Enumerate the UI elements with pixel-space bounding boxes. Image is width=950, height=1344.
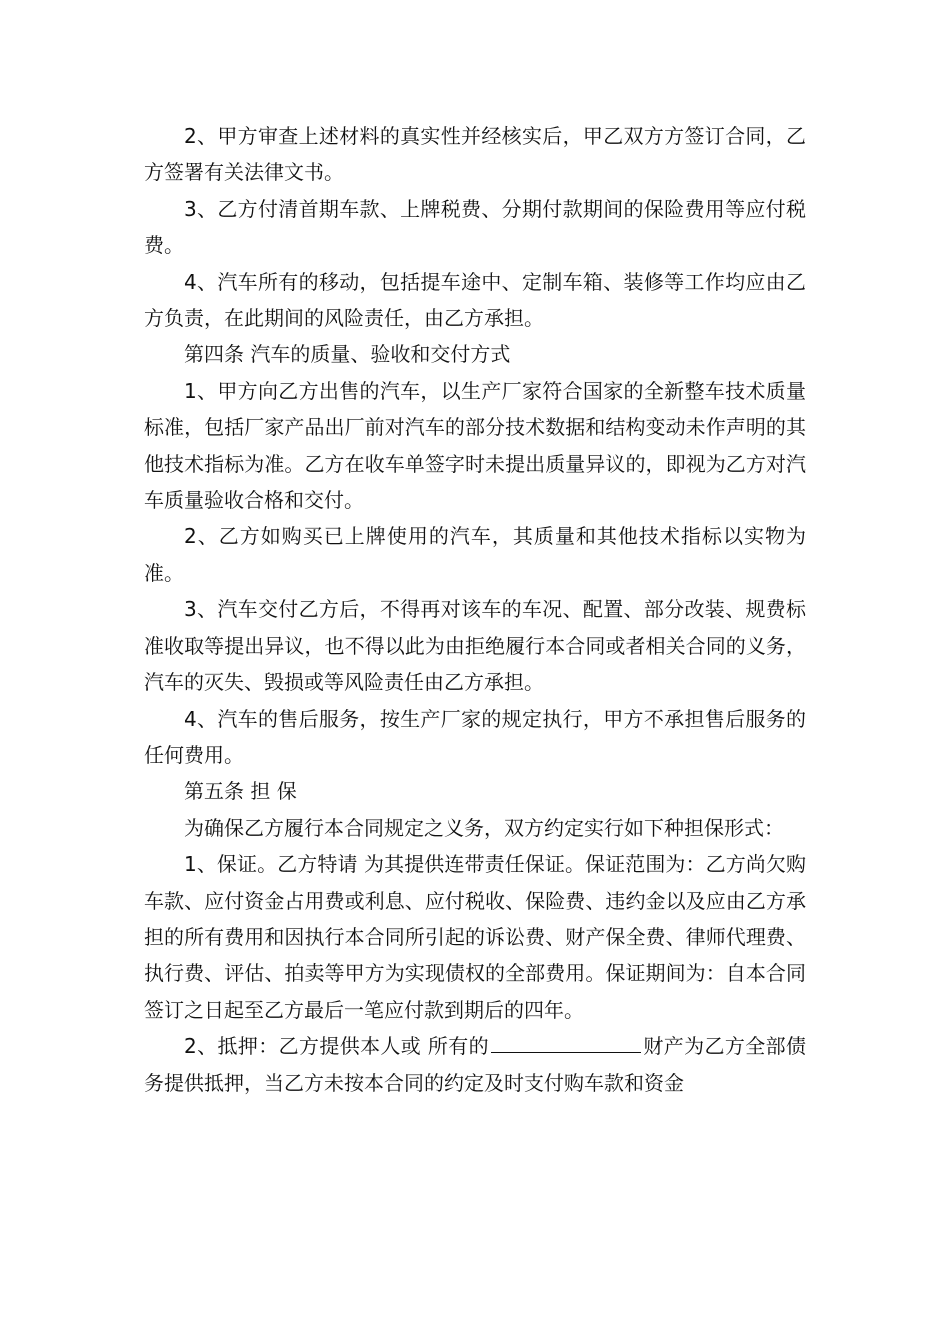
paragraph-with-blank [144,1028,806,1101]
paragraph: 为确保乙方履行本合同规定之义务，双方约定实行如下种担保形式： [184,815,784,840]
paragraph: 1、甲方向乙方出售的汽车，以生产厂家符合国家的全新整车技术质量标准，包括厂家产品出厂前对汽车的部分技术数据和结构变动未作声明的其他技术指标为准。乙方在收车单签字时未提出质量异议的，即视为乙方对汽车质量验收合格和交付。 [144,378,806,513]
paragraph: 3、乙方付清首期车款、上牌税费、分期付款期间的保险费用等应付税费。 [144,196,806,258]
fill-in-blank [491,1032,641,1053]
paragraph: 4、汽车所有的移动，包括提车途中、定制车箱、装修等工作均应由乙方负责，在此期间的风险责任，由乙方承担。 [144,269,806,331]
paragraph: 2、乙方如购买已上牌使用的汽车，其质量和其他技术指标以实物为准。 [144,524,806,585]
paragraph: 3、汽车交付乙方后，不得再对该车的车况、配置、部分改装、规费标准收取等提出异议，也不得以此为由拒绝履行本合同或者相关合同的义务，汽车的灭失、毁损或等风险责任由乙方承担。 [144,597,806,695]
paragraph: 4、汽车的售后服务，按生产厂家的规定执行，甲方不承担售后服务的任何费用。 [144,706,806,767]
paragraph-text-after-blank: 财产为乙方全部债务提供抵押，当乙方未按本合同的约定及时支付购车款和资金 [144,1034,806,1095]
document-body [144,118,806,1101]
section-heading: 第四条 汽车的质量、验收和交付方式 [184,342,511,367]
paragraph: 1、保证。乙方特请 为其提供连带责任保证。保证范围为：乙方尚欠购车款、应付资金占用费或利息、应付税收、保险费、违约金以及应由乙方承担的所有费用和因执行本合同所引起的诉讼费、财产保全费、律师代理费、执行费、评估、拍卖等甲方为实现债权的全部费用。保证期间为：自本合同签订之日起至乙方最后一笔应付款到期后的四年。 [144,852,806,1022]
section-heading: 第五条 担 保 [184,779,297,804]
paragraph-text-before-blank: 2、抵押：乙方提供本人或 所有的 [184,1034,490,1059]
paragraph: 2、甲方审查上述材料的真实性并经核实后，甲乙双方方签订合同，乙方签署有关法律文书。 [144,124,806,185]
